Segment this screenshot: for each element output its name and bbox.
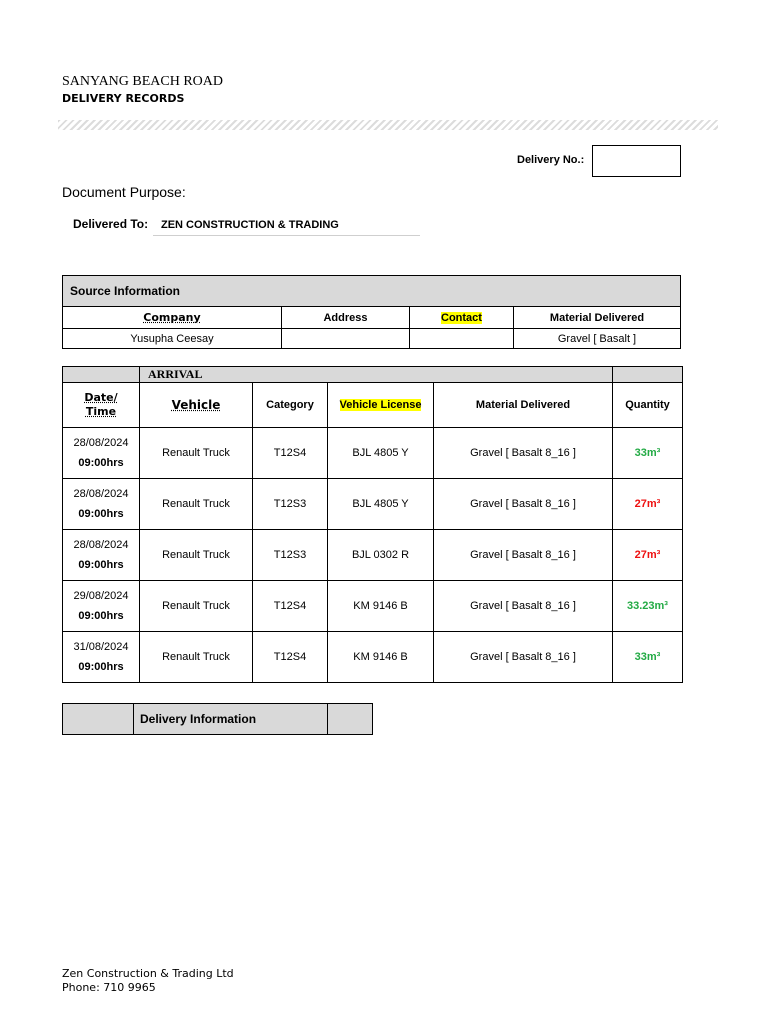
- date-value: 28/08/2024: [73, 539, 129, 551]
- column-company: Company: [63, 307, 282, 329]
- footer-company: Zen Construction & Trading Ltd: [62, 967, 234, 980]
- material-cell: Gravel [ Basalt 8_16 ]: [434, 479, 613, 530]
- delivery-no-label: Delivery No.:: [517, 154, 585, 166]
- column-vehicle: Vehicle: [140, 383, 253, 428]
- delivery-information-table: [62, 703, 373, 735]
- delivery-information-title: Delivery Information: [134, 704, 328, 735]
- company-cell: Yusupha Ceesay: [63, 329, 282, 349]
- date-value: 31/08/2024: [73, 641, 129, 653]
- vehicle-cell: Renault Truck: [140, 581, 253, 632]
- quantity-cell: 33m³: [613, 632, 683, 683]
- delivery-information-spacer-right: [328, 704, 373, 735]
- site-name: SANYANG BEACH ROAD: [62, 74, 224, 89]
- source-information-table: [62, 275, 681, 349]
- time-value: 09:00hrs: [78, 508, 124, 520]
- category-cell: T12S4: [253, 428, 328, 479]
- time-value: 09:00hrs: [78, 661, 124, 673]
- column-material-delivered: Material Delivered: [434, 383, 613, 428]
- column-material-delivered: Material Delivered: [514, 307, 681, 329]
- arrival-title: ARRIVAL: [140, 367, 613, 383]
- contact-cell: [410, 329, 514, 349]
- arrival-title-spacer-right: [613, 367, 683, 383]
- material-cell: Gravel [ Basalt 8_16 ]: [434, 428, 613, 479]
- quantity-cell: 33m³: [613, 428, 683, 479]
- address-cell: [282, 329, 410, 349]
- vehicle-cell: Renault Truck: [140, 530, 253, 581]
- delivered-to-label: Delivered To:: [73, 217, 149, 231]
- material-cell: Gravel [ Basalt 8_16 ]: [434, 632, 613, 683]
- time-value: 09:00hrs: [78, 559, 124, 571]
- date-time-cell: [63, 581, 140, 632]
- time-value: 09:00hrs: [78, 610, 124, 622]
- column-quantity: Quantity: [613, 383, 683, 428]
- table-row: [63, 530, 683, 581]
- date-time-cell: [63, 632, 140, 683]
- table-row: [63, 329, 681, 349]
- delivered-to-value[interactable]: ZEN CONSTRUCTION & TRADING: [153, 217, 420, 236]
- table-row: [63, 428, 683, 479]
- date-time-cell: [63, 479, 140, 530]
- vehicle-license-cell: KM 9146 B: [328, 581, 434, 632]
- quantity-cell: 27m³: [613, 479, 683, 530]
- delivery-information-spacer-left: [63, 704, 134, 735]
- footer: [62, 967, 234, 995]
- material-cell: Gravel [ Basalt 8_16 ]: [434, 530, 613, 581]
- document-title: DELIVERY RECORDS: [62, 92, 185, 105]
- source-information-title: Source Information: [63, 276, 681, 307]
- table-row: [63, 479, 683, 530]
- vehicle-license-cell: KM 9146 B: [328, 632, 434, 683]
- column-date-time: Date/ Time: [63, 383, 140, 428]
- date-value: 29/08/2024: [73, 590, 129, 602]
- date-value: 28/08/2024: [73, 437, 129, 449]
- arrival-title-spacer-left: [63, 367, 140, 383]
- document-purpose-label: Document Purpose:: [62, 184, 186, 200]
- table-row: [63, 581, 683, 632]
- category-cell: T12S4: [253, 581, 328, 632]
- date-value: 28/08/2024: [73, 488, 129, 500]
- date-time-cell: [63, 530, 140, 581]
- material-cell: Gravel [ Basalt ]: [514, 329, 681, 349]
- quantity-cell: 33.23m³: [613, 581, 683, 632]
- vehicle-license-cell: BJL 4805 Y: [328, 479, 434, 530]
- quantity-cell: 27m³: [613, 530, 683, 581]
- vehicle-license-cell: BJL 0302 R: [328, 530, 434, 581]
- delivery-no-field[interactable]: [592, 145, 681, 177]
- decorative-divider: [58, 120, 718, 130]
- footer-phone: Phone: 710 9965: [62, 981, 156, 994]
- category-cell: T12S3: [253, 479, 328, 530]
- category-cell: T12S4: [253, 632, 328, 683]
- material-cell: Gravel [ Basalt 8_16 ]: [434, 581, 613, 632]
- category-cell: T12S3: [253, 530, 328, 581]
- column-vehicle-license: Vehicle License: [328, 383, 434, 428]
- arrival-table: [62, 366, 683, 683]
- column-category: Category: [253, 383, 328, 428]
- time-value: 09:00hrs: [78, 457, 124, 469]
- column-contact: Contact: [410, 307, 514, 329]
- vehicle-license-cell: BJL 4805 Y: [328, 428, 434, 479]
- table-row: [63, 632, 683, 683]
- vehicle-cell: Renault Truck: [140, 632, 253, 683]
- column-address: Address: [282, 307, 410, 329]
- date-time-cell: [63, 428, 140, 479]
- vehicle-cell: Renault Truck: [140, 479, 253, 530]
- vehicle-cell: Renault Truck: [140, 428, 253, 479]
